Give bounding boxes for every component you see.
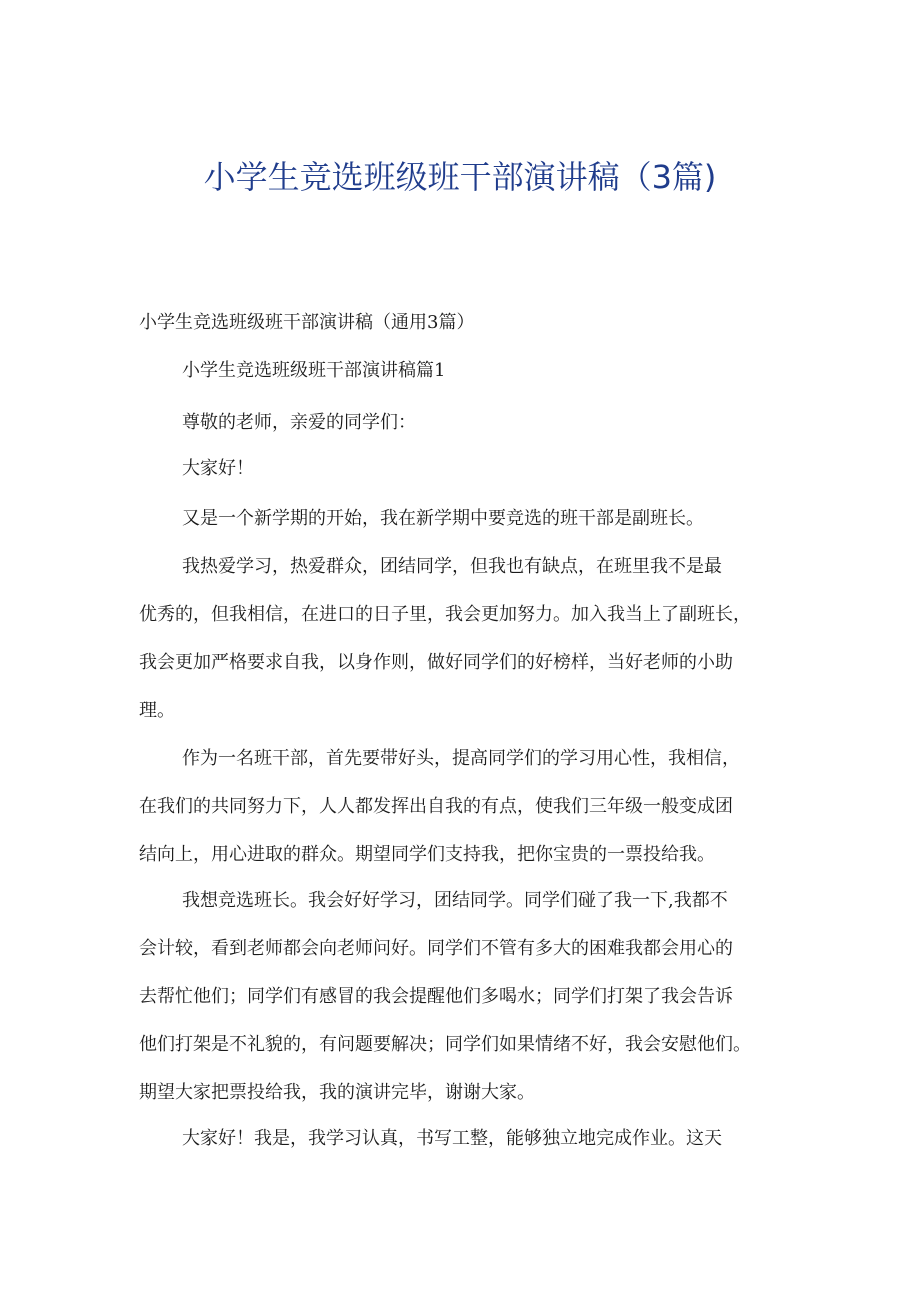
- paragraph-line: 期望大家把票投给我，我的演讲完毕，谢谢大家。: [139, 1082, 535, 1103]
- paragraph-2: [139, 543, 799, 735]
- paragraph-line: 去帮忙他们；同学们有感冒的我会提醒他们多喝水；同学们打架了我会告诉: [139, 986, 733, 1007]
- document-title: 小学生竞选班级班干部演讲稿（3篇): [203, 158, 717, 196]
- paragraph-line: 会计较，看到老师都会向老师问好。同学们不管有多大的困难我都会用心的: [139, 938, 733, 959]
- greeting: 大家好！: [182, 458, 254, 479]
- paragraph-line: 理。: [139, 700, 175, 721]
- paragraph-3: [139, 735, 799, 879]
- document-subtitle: 小学生竞选班级班干部演讲稿（通用3篇）: [139, 312, 475, 333]
- paragraph-line: 作为一名班干部，首先要带好头，提高同学们的学习用心性，我相信，: [182, 748, 740, 769]
- section-heading: 小学生竞选班级班干部演讲稿篇1: [182, 360, 446, 381]
- paragraph-line: 我热爱学习，热爱群众，团结同学，但我也有缺点，在班里我不是最: [182, 556, 722, 577]
- paragraph-5: [139, 1115, 799, 1163]
- paragraph-line: 大家好！我是，我学习认真，书写工整，能够独立地完成作业。这天: [182, 1128, 722, 1149]
- paragraph-line: 结向上，用心进取的群众。期望同学们支持我，把你宝贵的一票投给我。: [139, 844, 715, 865]
- paragraph-line: 在我们的共同努力下，人人都发挥出自我的有点，使我们三年级一般变成团: [139, 796, 733, 817]
- paragraph-line: 我想竞选班长。我会好好学习，团结同学。同学们碰了我一下,我都不: [182, 890, 728, 911]
- paragraph-4: [139, 877, 799, 1117]
- paragraph-line: 优秀的，但我相信，在进口的日子里，我会更加努力。加入我当上了副班长，: [139, 604, 751, 625]
- salutation: 尊敬的老师，亲爱的同学们：: [182, 412, 416, 433]
- paragraph-line: 又是一个新学期的开始，我在新学期中要竞选的班干部是副班长。: [182, 508, 704, 529]
- paragraph-line: 他们打架是不礼貌的，有问题要解决；同学们如果情绪不好，我会安慰他们。: [139, 1034, 751, 1055]
- paragraph-line: 我会更加严格要求自我，以身作则，做好同学们的好榜样，当好老师的小助: [139, 652, 733, 673]
- paragraph-1: [139, 495, 799, 543]
